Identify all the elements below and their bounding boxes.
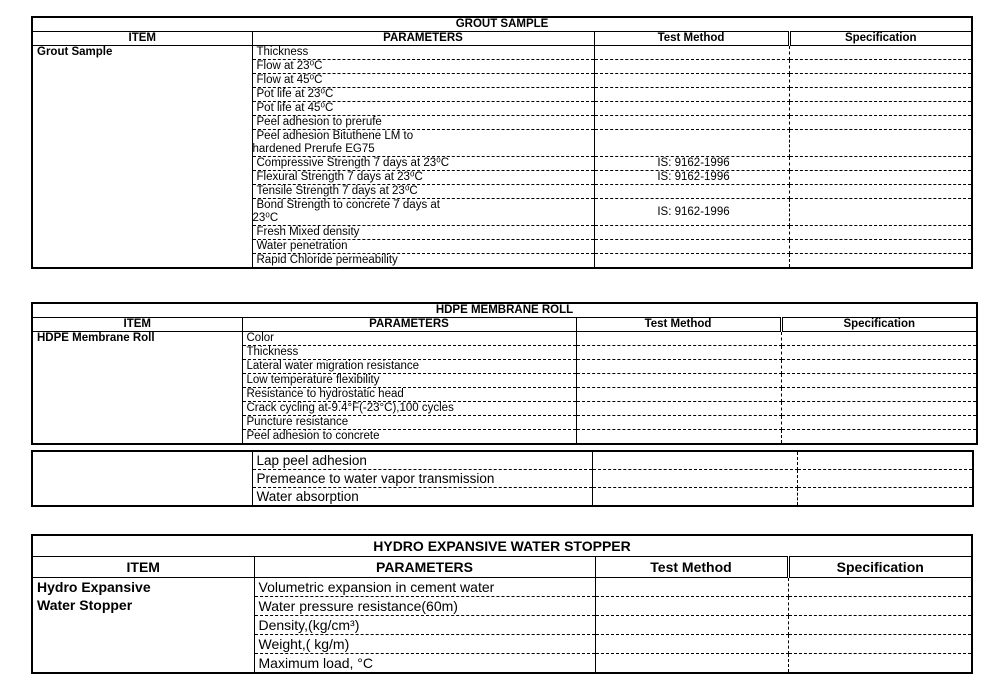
- spec-cell: [789, 74, 972, 88]
- param-cell: Water pressure resistance(60m): [254, 597, 595, 616]
- test-method-cell: IS: 9162-1996: [594, 157, 789, 171]
- spec-cell: [789, 60, 972, 74]
- header-item: ITEM: [32, 32, 252, 46]
- spec-cell: [789, 130, 972, 157]
- param-cell: Flow at 23⁰C: [252, 60, 594, 74]
- test-method-cell: [576, 360, 781, 374]
- header-test-method: Test Method: [576, 318, 781, 332]
- spec-cell: [789, 226, 972, 240]
- param-cell: Pot life at 45⁰C: [252, 102, 594, 116]
- hdpe-cont-item-cell: [32, 451, 252, 506]
- grout-sample-table: [31, 16, 973, 269]
- param-cell: Compressive Strength 7 days at 23⁰C: [252, 157, 594, 171]
- spec-cell: [789, 46, 972, 60]
- test-method-cell: [595, 635, 788, 654]
- header-parameters: PARAMETERS: [252, 32, 594, 46]
- test-method-cell: [594, 226, 789, 240]
- spec-cell: [781, 374, 977, 388]
- param-cell: Peel adhesion Bituthene LM to hardened Prerufe EG75: [252, 130, 594, 157]
- param-cell: Flexural Strength 7 days at 23⁰C: [252, 171, 594, 185]
- spec-cell: [789, 171, 972, 185]
- spec-cell: [789, 88, 972, 102]
- param-cell: Density,(kg/cm³): [254, 616, 595, 635]
- test-method-cell: [595, 616, 788, 635]
- param-cell: Water absorption: [252, 488, 592, 507]
- test-method-cell: [595, 597, 788, 616]
- test-method-cell: [594, 88, 789, 102]
- header-item: ITEM: [32, 557, 254, 578]
- param-cell: Low temperature flexibility: [242, 374, 576, 388]
- spec-cell: [788, 654, 972, 674]
- spec-cell: [788, 616, 972, 635]
- test-method-cell: [592, 451, 797, 470]
- stopper-table-title: HYDRO EXPANSIVE WATER STOPPER: [32, 535, 972, 557]
- test-method-cell: [594, 185, 789, 199]
- test-method-cell: [576, 430, 781, 445]
- test-method-cell: [594, 240, 789, 254]
- param-cell: Color: [242, 332, 576, 346]
- spec-cell: [781, 416, 977, 430]
- header-specification: Specification: [789, 32, 972, 46]
- test-method-cell: [595, 654, 788, 674]
- param-cell: Tensile Strength 7 days at 23⁰C: [252, 185, 594, 199]
- spec-cell: [797, 470, 973, 488]
- grout-item-cell: Grout Sample: [32, 46, 252, 269]
- test-method-cell: [576, 388, 781, 402]
- hdpe-table-title: HDPE MEMBRANE ROLL: [32, 303, 977, 318]
- param-cell: Bond Strength to concrete 7 days at 23⁰C: [252, 199, 594, 226]
- test-method-cell: [594, 102, 789, 116]
- param-cell: Maximum load, °C: [254, 654, 595, 674]
- spec-cell: [781, 360, 977, 374]
- param-cell: Thickness: [252, 46, 594, 60]
- test-method-cell: [576, 332, 781, 346]
- spec-cell: [781, 332, 977, 346]
- spec-cell: [789, 102, 972, 116]
- param-cell: Lateral water migration resistance: [242, 360, 576, 374]
- param-cell: Pot life at 23⁰C: [252, 88, 594, 102]
- header-specification: Specification: [781, 318, 977, 332]
- header-item: ITEM: [32, 318, 242, 332]
- spec-cell: [781, 346, 977, 360]
- test-method-cell: [594, 46, 789, 60]
- spec-cell: [788, 597, 972, 616]
- test-method-cell: IS: 9162-1996: [594, 171, 789, 185]
- spec-cell: [788, 635, 972, 654]
- test-method-cell: [592, 470, 797, 488]
- test-method-cell: [594, 60, 789, 74]
- param-cell: Volumetric expansion in cement water: [254, 578, 595, 597]
- header-parameters: PARAMETERS: [242, 318, 576, 332]
- test-method-cell: [576, 416, 781, 430]
- spec-cell: [781, 402, 977, 416]
- spec-cell: [789, 157, 972, 171]
- test-method-cell: [594, 130, 789, 157]
- test-method-cell: [576, 402, 781, 416]
- header-specification: Specification: [788, 557, 972, 578]
- header-parameters: PARAMETERS: [254, 557, 595, 578]
- test-method-cell: [592, 488, 797, 507]
- param-cell: Crack cycling at-9.4°F(-23°C),100 cycles: [242, 402, 576, 416]
- spec-cell: [789, 116, 972, 130]
- spec-cell: [797, 451, 973, 470]
- test-method-cell: [576, 374, 781, 388]
- spec-cell: [789, 240, 972, 254]
- param-cell: Peel adhesion to concrete: [242, 430, 576, 445]
- hdpe-item-cell: HDPE Membrane Roll: [32, 332, 242, 445]
- test-method-cell: [594, 116, 789, 130]
- spec-cell: [789, 199, 972, 226]
- test-method-cell: [576, 346, 781, 360]
- param-cell: Premeance to water vapor transmission: [252, 470, 592, 488]
- hdpe-membrane-table: [31, 302, 978, 445]
- param-cell: Flow at 45⁰C: [252, 74, 594, 88]
- param-cell: Resistance to hydrostatic head: [242, 388, 576, 402]
- param-cell: Fresh Mixed density: [252, 226, 594, 240]
- param-cell: Thickness: [242, 346, 576, 360]
- grout-table-title: GROUT SAMPLE: [32, 17, 972, 32]
- param-cell: Weight,( kg/m): [254, 635, 595, 654]
- stopper-item-cell: Hydro Expansive Water Stopper: [32, 578, 254, 674]
- test-method-cell: [595, 578, 788, 597]
- spec-cell: [789, 185, 972, 199]
- test-method-cell: IS: 9162-1996: [594, 199, 789, 226]
- hdpe-continuation-table: [31, 450, 974, 507]
- spec-cell: [788, 578, 972, 597]
- param-cell: Peel adhesion to prerufe: [252, 116, 594, 130]
- test-method-cell: [594, 254, 789, 269]
- spec-cell: [781, 430, 977, 445]
- header-test-method: Test Method: [595, 557, 788, 578]
- spec-cell: [781, 388, 977, 402]
- param-cell: Water penetration: [252, 240, 594, 254]
- spec-cell: [797, 488, 973, 507]
- param-cell: Rapid Chloride permeability: [252, 254, 594, 269]
- param-cell: Lap peel adhesion: [252, 451, 592, 470]
- header-test-method: Test Method: [594, 32, 789, 46]
- water-stopper-table: [31, 534, 973, 674]
- test-method-cell: [594, 74, 789, 88]
- param-cell: Puncture resistance: [242, 416, 576, 430]
- spec-cell: [789, 254, 972, 269]
